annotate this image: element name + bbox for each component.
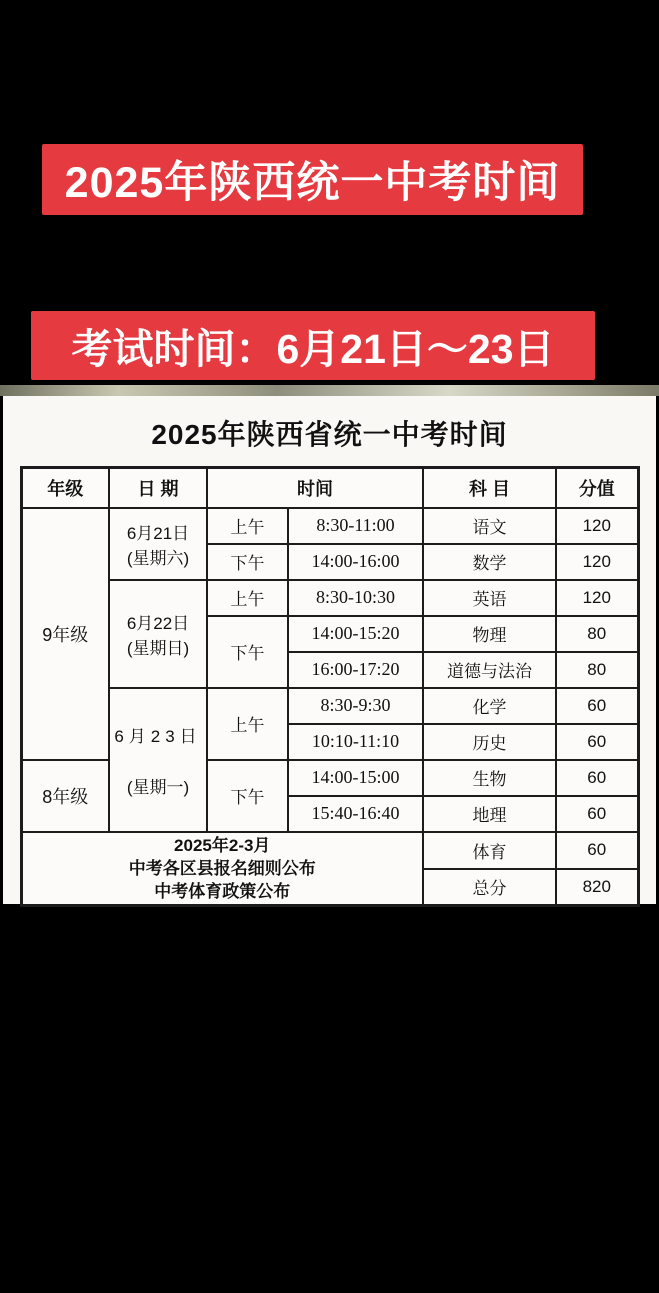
date-jun21-cell <box>109 508 207 580</box>
score-cell: 80 <box>556 616 638 652</box>
session-am-cell: 上午 <box>207 688 288 760</box>
score-cell: 120 <box>556 580 638 616</box>
subject-cell: 化学 <box>423 688 556 724</box>
exam-schedule-table <box>20 466 640 907</box>
total-label-cell: 总分 <box>423 869 556 906</box>
date-jun22-cell <box>109 580 207 688</box>
time-cell: 8:30-9:30 <box>288 688 423 724</box>
time-cell: 14:00-15:00 <box>288 760 423 796</box>
score-cell: 60 <box>556 832 638 869</box>
date-jun23-cell <box>109 688 207 832</box>
subject-cell: 生物 <box>423 760 556 796</box>
subject-cell: 道德与法治 <box>423 652 556 688</box>
time-cell: 14:00-15:20 <box>288 616 423 652</box>
total-score-cell: 820 <box>556 869 638 906</box>
time-cell: 8:30-11:00 <box>288 508 423 544</box>
score-cell: 80 <box>556 652 638 688</box>
score-cell: 60 <box>556 796 638 832</box>
header-time: 时间 <box>207 468 423 508</box>
main-title-banner <box>42 144 583 215</box>
score-cell: 60 <box>556 688 638 724</box>
time-cell: 15:40-16:40 <box>288 796 423 832</box>
date-text: 6月21日 <box>126 523 190 543</box>
date-stack <box>110 519 206 569</box>
score-cell: 60 <box>556 760 638 796</box>
weekday-text: (星期日) <box>126 638 190 658</box>
session-pm-cell: 下午 <box>207 616 288 688</box>
grade-8-cell: 8年级 <box>21 760 109 832</box>
weekday-text: (星期六) <box>126 548 190 568</box>
date-text: 6月23日 <box>114 726 202 746</box>
exam-dates-banner <box>31 311 595 380</box>
session-pm-cell: 下午 <box>207 760 288 832</box>
session-pm-cell: 下午 <box>207 544 288 580</box>
header-subject: 科 目 <box>423 468 556 508</box>
divider-strip <box>0 385 659 396</box>
subject-cell: 英语 <box>423 580 556 616</box>
notice-line: 中考各区县报名细则公布 <box>128 858 316 878</box>
time-cell: 8:30-10:30 <box>288 580 423 616</box>
grade-9-cell: 9年级 <box>21 508 109 760</box>
table-row <box>21 832 638 869</box>
score-cell: 60 <box>556 724 638 760</box>
date-stack <box>110 722 206 798</box>
table-row <box>21 688 638 724</box>
time-cell: 10:10-11:10 <box>288 724 423 760</box>
schedule-card <box>3 396 656 904</box>
header-score: 分值 <box>556 468 638 508</box>
header-grade: 年级 <box>21 468 109 508</box>
session-am-cell: 上午 <box>207 508 288 544</box>
table-row <box>21 508 638 544</box>
score-cell: 120 <box>556 544 638 580</box>
exam-dates-text: 考试时间：6月21日～23日 <box>71 326 555 372</box>
date-stack <box>110 609 206 659</box>
table-row <box>21 580 638 616</box>
weekday-text: (星期一) <box>126 777 190 797</box>
subject-cell: 体育 <box>423 832 556 869</box>
subject-cell: 数学 <box>423 544 556 580</box>
subject-cell: 语文 <box>423 508 556 544</box>
registration-notice-cell <box>21 832 423 906</box>
header-row <box>21 468 638 508</box>
subject-cell: 地理 <box>423 796 556 832</box>
table-title: 2025年陕西省统一中考时间 <box>151 419 508 450</box>
time-cell: 16:00-17:20 <box>288 652 423 688</box>
session-am-cell: 上午 <box>207 580 288 616</box>
notice-line: 2025年2-3月 <box>174 835 271 855</box>
time-cell: 14:00-16:00 <box>288 544 423 580</box>
header-date: 日 期 <box>109 468 207 508</box>
notice-line: 中考体育政策公布 <box>154 881 291 901</box>
subject-cell: 物理 <box>423 616 556 652</box>
date-text: 6月22日 <box>126 613 190 633</box>
main-title-text: 2025年陕西统一中考时间 <box>64 159 561 207</box>
notice-stack <box>23 834 423 903</box>
subject-cell: 历史 <box>423 724 556 760</box>
score-cell: 120 <box>556 508 638 544</box>
